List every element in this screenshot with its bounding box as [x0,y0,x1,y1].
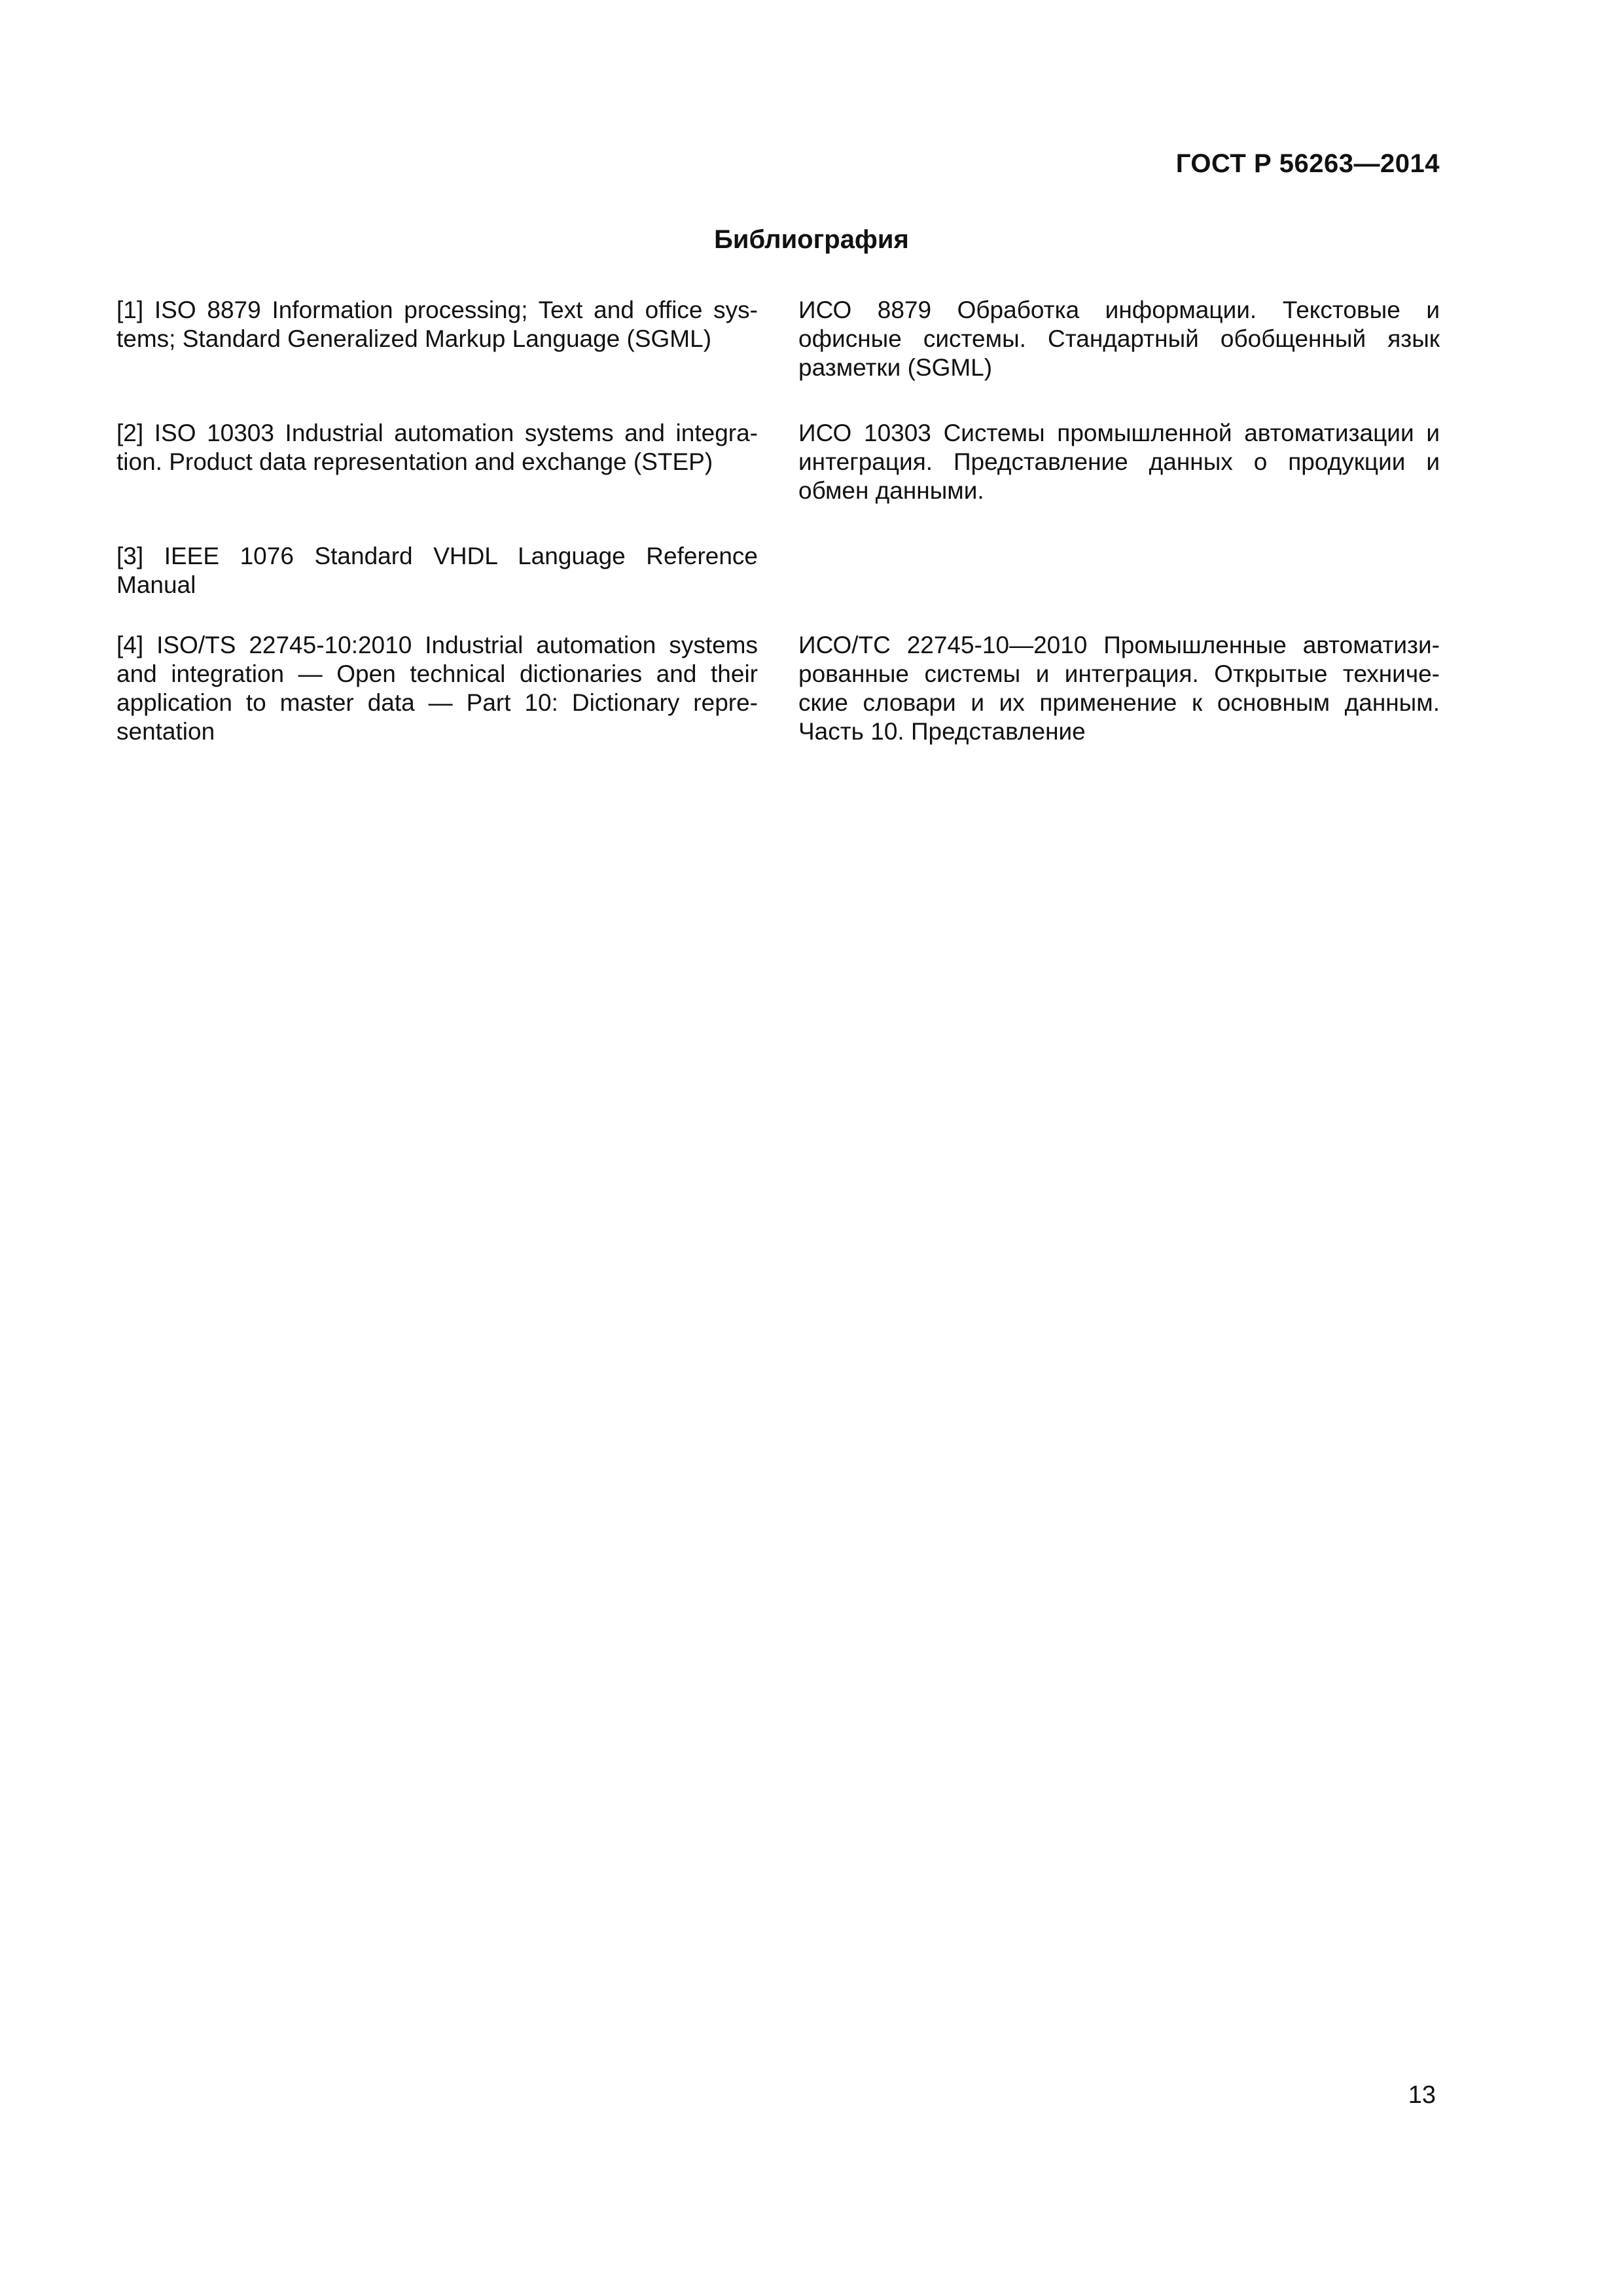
entry-4-english: [4] ISO/TS 22745-10:2010 Industrial automation systems and integration — Open technical dictionaries and their application to master data — Part 10: Dictionary repre-sentation [116,632,758,745]
entry-3-russian [798,542,1440,600]
entry-2-english: [2] ISO 10303 Industrial automation systems and integra-tion. Product data representation and exchange (STEP) [116,420,758,475]
entry-1-russian: ИСО 8879 Обработка информации. Текстовые и офисные системы. Стандартный обобщенный язык разметки (SGML) [798,296,1440,381]
bibliography-entry-2 [116,419,1440,505]
entry-3-english: [3] IEEE 1076 Standard VHDL Language Reference Manual [116,543,758,598]
bibliography-entry-1 [116,296,1440,382]
bibliography-entry-4 [116,631,1440,746]
page-number: 13 [1408,2081,1436,2109]
entry-4-russian: ИСО/ТС 22745-10—2010 Промышленные автоматизи-рованные системы и интеграция. Открытые техниче-ские словари и их применение к основным данным. Часть 10. Представление [798,632,1440,745]
page-title: Библиография [714,225,909,254]
bibliography-entry-3 [116,542,1440,600]
entry-2-russian: ИСО 10303 Системы промышленной автоматизации и интеграция. Представление данных о продукции и обмен данными. [798,420,1440,504]
entry-1-english: [1] ISO 8879 Information processing; Text and office sys-tems; Standard Generalized Markup Language (SGML) [116,296,758,352]
bibliography-list [116,296,1440,746]
standard-id-header: ГОСТ Р 56263—2014 [1175,149,1440,178]
